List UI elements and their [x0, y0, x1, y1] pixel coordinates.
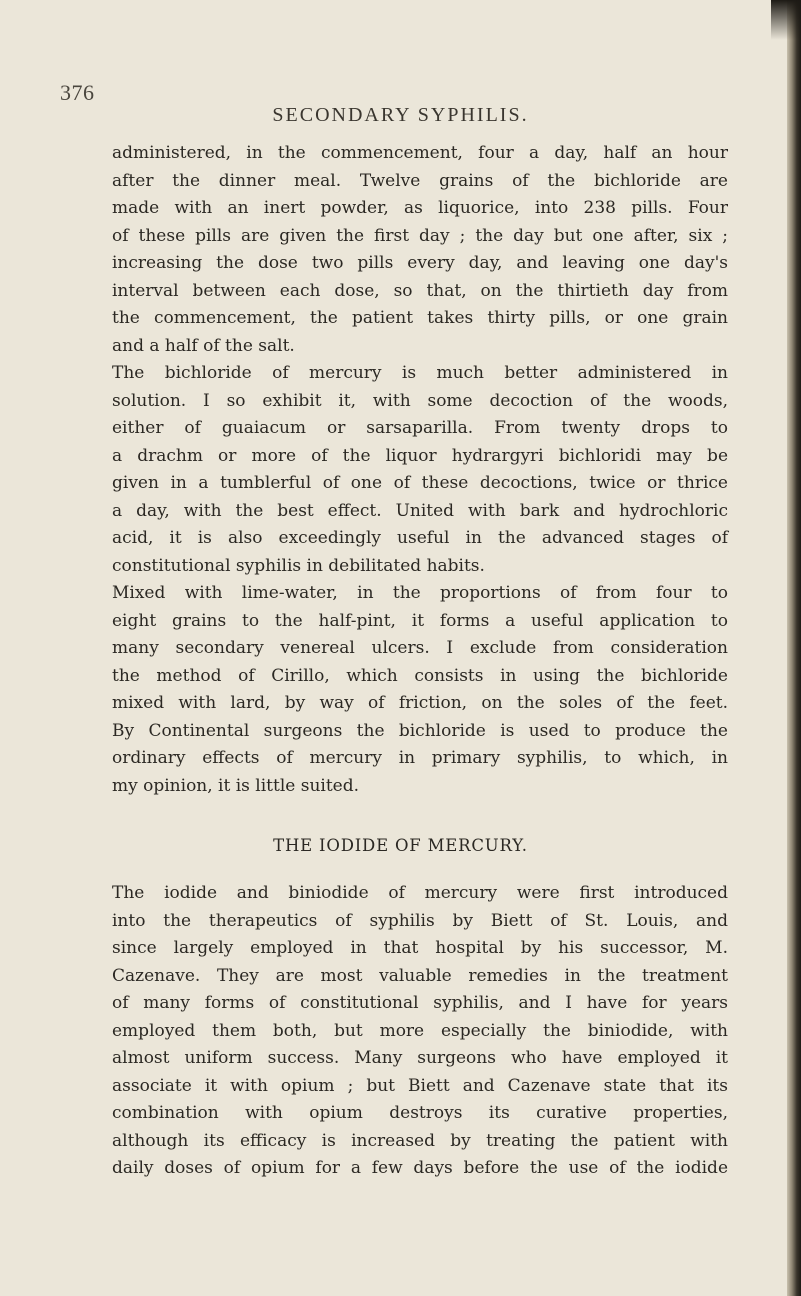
text-line: Mixed with lime-water, in the proportions of from four to: [112, 583, 728, 603]
text-line: administered, in the commencement, four a day, half an hour: [112, 143, 728, 163]
page-number: 376: [60, 80, 95, 105]
text-line: a drachm or more of the liquor hydrargyri bichloridi may be: [112, 445, 728, 466]
text-line: increasing the dose two pills every day, and leaving one day's: [112, 253, 728, 273]
text-line: of many forms of constitutional syphilis, and I have for years: [112, 993, 728, 1013]
text-line: into the therapeutics of syphilis by Biett of St. Louis, and: [112, 910, 728, 931]
text-line: the method of Cirillo, which consists in using the bichloride: [112, 665, 728, 686]
text-line: given in a tumblerful of one of these decoctions, twice or thrice: [112, 473, 728, 493]
page-edge-shadow: [787, 0, 801, 1296]
text-line: of these pills are given the first day ; the day but one after, six ;: [112, 225, 728, 246]
paragraph-3: [112, 580, 728, 800]
text-line: By Continental surgeons the bichloride is used to produce the: [112, 720, 728, 741]
text-line: eight grains to the half-pint, it forms a useful application to: [112, 610, 728, 631]
running-head: SECONDARY SYPHILIS.: [272, 104, 529, 126]
text-line: combination with opium destroys its curative properties,: [112, 1103, 728, 1123]
text-line: made with an inert powder, as liquorice, into 238 pills. Four: [112, 198, 728, 218]
text-line: daily doses of opium for a few days before the use of the iodide: [112, 1158, 728, 1178]
paragraph-1: [112, 140, 728, 360]
text-line: solution. I so exhibit it, with some decoction of the woods,: [112, 390, 728, 411]
text-line: mixed with lard, by way of friction, on the soles of the feet.: [112, 693, 728, 713]
text-line: constitutional syphilis in debilitated habits.: [112, 555, 485, 576]
text-line: almost uniform success. Many surgeons who have employed it: [112, 1048, 728, 1068]
text-line: many secondary venereal ulcers. I exclude from consideration: [112, 638, 728, 658]
text-line: since largely employed in that hospital by his successor, M.: [112, 938, 728, 958]
text-line: associate it with opium ; but Biett and Cazenave state that its: [112, 1075, 728, 1096]
section-paragraph: [112, 880, 728, 1183]
text-line: my opinion, it is little suited.: [112, 775, 360, 796]
text-line: Cazenave. They are most valuable remedies in the treatment: [112, 965, 728, 986]
text-line: the commencement, the patient takes thirty pills, or one grain: [112, 308, 728, 328]
text-line: The iodide and biniodide of mercury were first introduced: [112, 883, 728, 903]
text-line: employed them both, but more especially the biniodide, with: [112, 1020, 728, 1041]
paragraph-2: [112, 360, 728, 580]
text-line: a day, with the best effect. United with bark and hydrochloric: [112, 500, 728, 521]
text-line: either of guaiacum or sarsaparilla. From twenty drops to: [112, 418, 728, 438]
text-line: interval between each dose, so that, on the thirtieth day from: [112, 280, 728, 301]
text-line: ordinary effects of mercury in primary syphilis, to which, in: [112, 748, 728, 768]
page-corner-shadow: [771, 0, 801, 40]
text-line: and a half of the salt.: [112, 335, 295, 356]
text-line: although its efficacy is increased by treating the patient with: [112, 1130, 728, 1151]
section-heading: THE IODIDE OF MERCURY.: [273, 836, 528, 855]
text-line: The bichloride of mercury is much better administered in: [112, 363, 728, 383]
text-line: after the dinner meal. Twelve grains of the bichloride are: [112, 170, 728, 191]
text-line: acid, it is also exceedingly useful in the advanced stages of: [112, 528, 728, 548]
